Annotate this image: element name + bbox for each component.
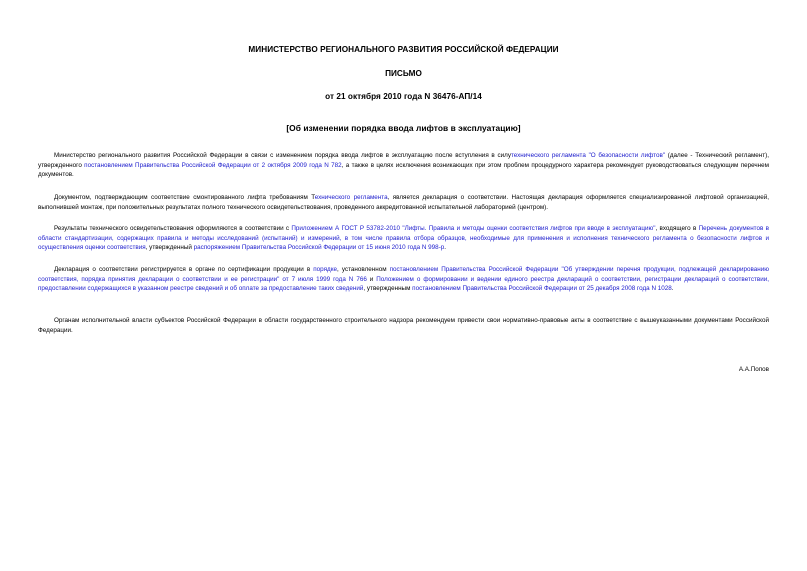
paragraph-3 — [38, 224, 769, 253]
subject-heading: [Об изменении порядка ввода лифтов в эксплуатацию] — [286, 123, 521, 133]
paragraph-5 — [38, 316, 769, 335]
link-registry-regulation[interactable]: Положением о формировании и ведении единого реестра деклараций о соответствии, регистрации деклараций о соответствии, предоставлении содержащихся в указанном реестре сведений и об оплате за предоставление таких сведений — [38, 275, 769, 293]
paragraph-1-text-2: (далее - Технический регламент), утвержденного — [38, 152, 769, 169]
paragraph-1-text-3: , а также в целях исключения возникающих при этом проблем процедурного характера рекомендует руководствоваться следующим перечнем документов. — [38, 161, 769, 179]
document-type-heading: ПИСЬМО — [385, 69, 422, 78]
link-order-998r[interactable]: распоряжением Правительства Российской Федерации от 15 июня 2010 года N 998-р — [193, 244, 445, 252]
link-decree-1028[interactable]: постановлением Правительства Российской Федерации от 25 декабря 2008 года N 1028 — [412, 285, 672, 293]
paragraph-3-text-4: . — [444, 244, 447, 252]
link-decree-766[interactable]: постановлением Правительства Российской Федерации "Об утверждении перечня продукции, подлежащей декларированию соответствия, порядка принятия декларации о соответствии и ее регистрации" от 7 июля 1999 года N 766 — [38, 266, 770, 283]
paragraph-1-text-1: Министерство регионального развития Российской Федерации в связи с изменением порядка ввода лифтов в эксплуатацию после вступления в силу — [54, 152, 511, 159]
link-gost-53782-appendix-a[interactable]: Приложением А ГОСТ Р 53782-2010 "Лифты. Правила и методы оценки соответствия лифтов при вводе в эксплуатацию" — [291, 225, 656, 232]
paragraph-3-text-1: Результаты технического освидетельствования оформляются в соответствии с — [54, 225, 292, 232]
link-standards-list[interactable]: Перечень документов в области стандартизации, содержащих правила и методы исследований (испытаний) и измерений, в том числе правила отбора образцов, необходимые для применения и исполнения технического регламента о безопасности лифтов и осуществления оценки соответствия — [38, 225, 769, 252]
paragraph-2 — [38, 193, 769, 212]
link-lift-safety-regulation[interactable]: технического регламента "О безопасности лифтов" — [510, 152, 666, 159]
paragraph-4-text-2: , установленном — [337, 266, 390, 273]
date-number-heading: от 21 октября 2010 года N 36476-АП/14 — [325, 92, 482, 101]
link-government-decree-782[interactable]: постановлением Правительства Российской Федерации от 2 октября 2009 года N 782 — [84, 161, 342, 169]
signature: А.А.Попов — [738, 366, 769, 373]
link-procedure[interactable]: порядке — [313, 266, 338, 273]
paragraph-2-text-2: , является декларация о соответствии. Настоящая декларация оформляется специализированной лифтовой организацией, выполнившей монтаж, при положительных результатах полного технического освидетельствования, проведенного аккредитованной испытательной лабораторией (центром). — [38, 194, 770, 211]
paragraph-3-text-2: , входящего в — [655, 225, 699, 232]
paragraph-4 — [38, 265, 769, 294]
link-technical-regulation[interactable]: ехнического регламента — [314, 194, 388, 201]
paragraph-2-text-1: Документом, подтверждающим соответствие смонтированного лифта требованиям Т — [54, 194, 315, 201]
ministry-heading: МИНИСТЕРСТВО РЕГИОНАЛЬНОГО РАЗВИТИЯ РОССИЙСКОЙ ФЕДЕРАЦИИ — [248, 45, 559, 54]
paragraph-4-text-5: . — [671, 285, 674, 293]
paragraph-4-text-3: и — [366, 275, 377, 283]
paragraph-5-text-1: Органам исполнительной власти субъектов Российской Федерации в области государственного строительного надзора рекомендуем привести свои нормативно-правовые акты в соответствие с вышеуказанными документами Российской Федерации. — [38, 317, 769, 334]
paragraph-1 — [38, 151, 769, 180]
paragraph-3-text-3: , утвержденный — [145, 244, 194, 252]
paragraph-4-text-4: , утвержденным — [363, 285, 413, 293]
paragraph-4-text-1: Декларация о соответствии регистрируется в органе по сертификации продукции в — [54, 266, 314, 273]
